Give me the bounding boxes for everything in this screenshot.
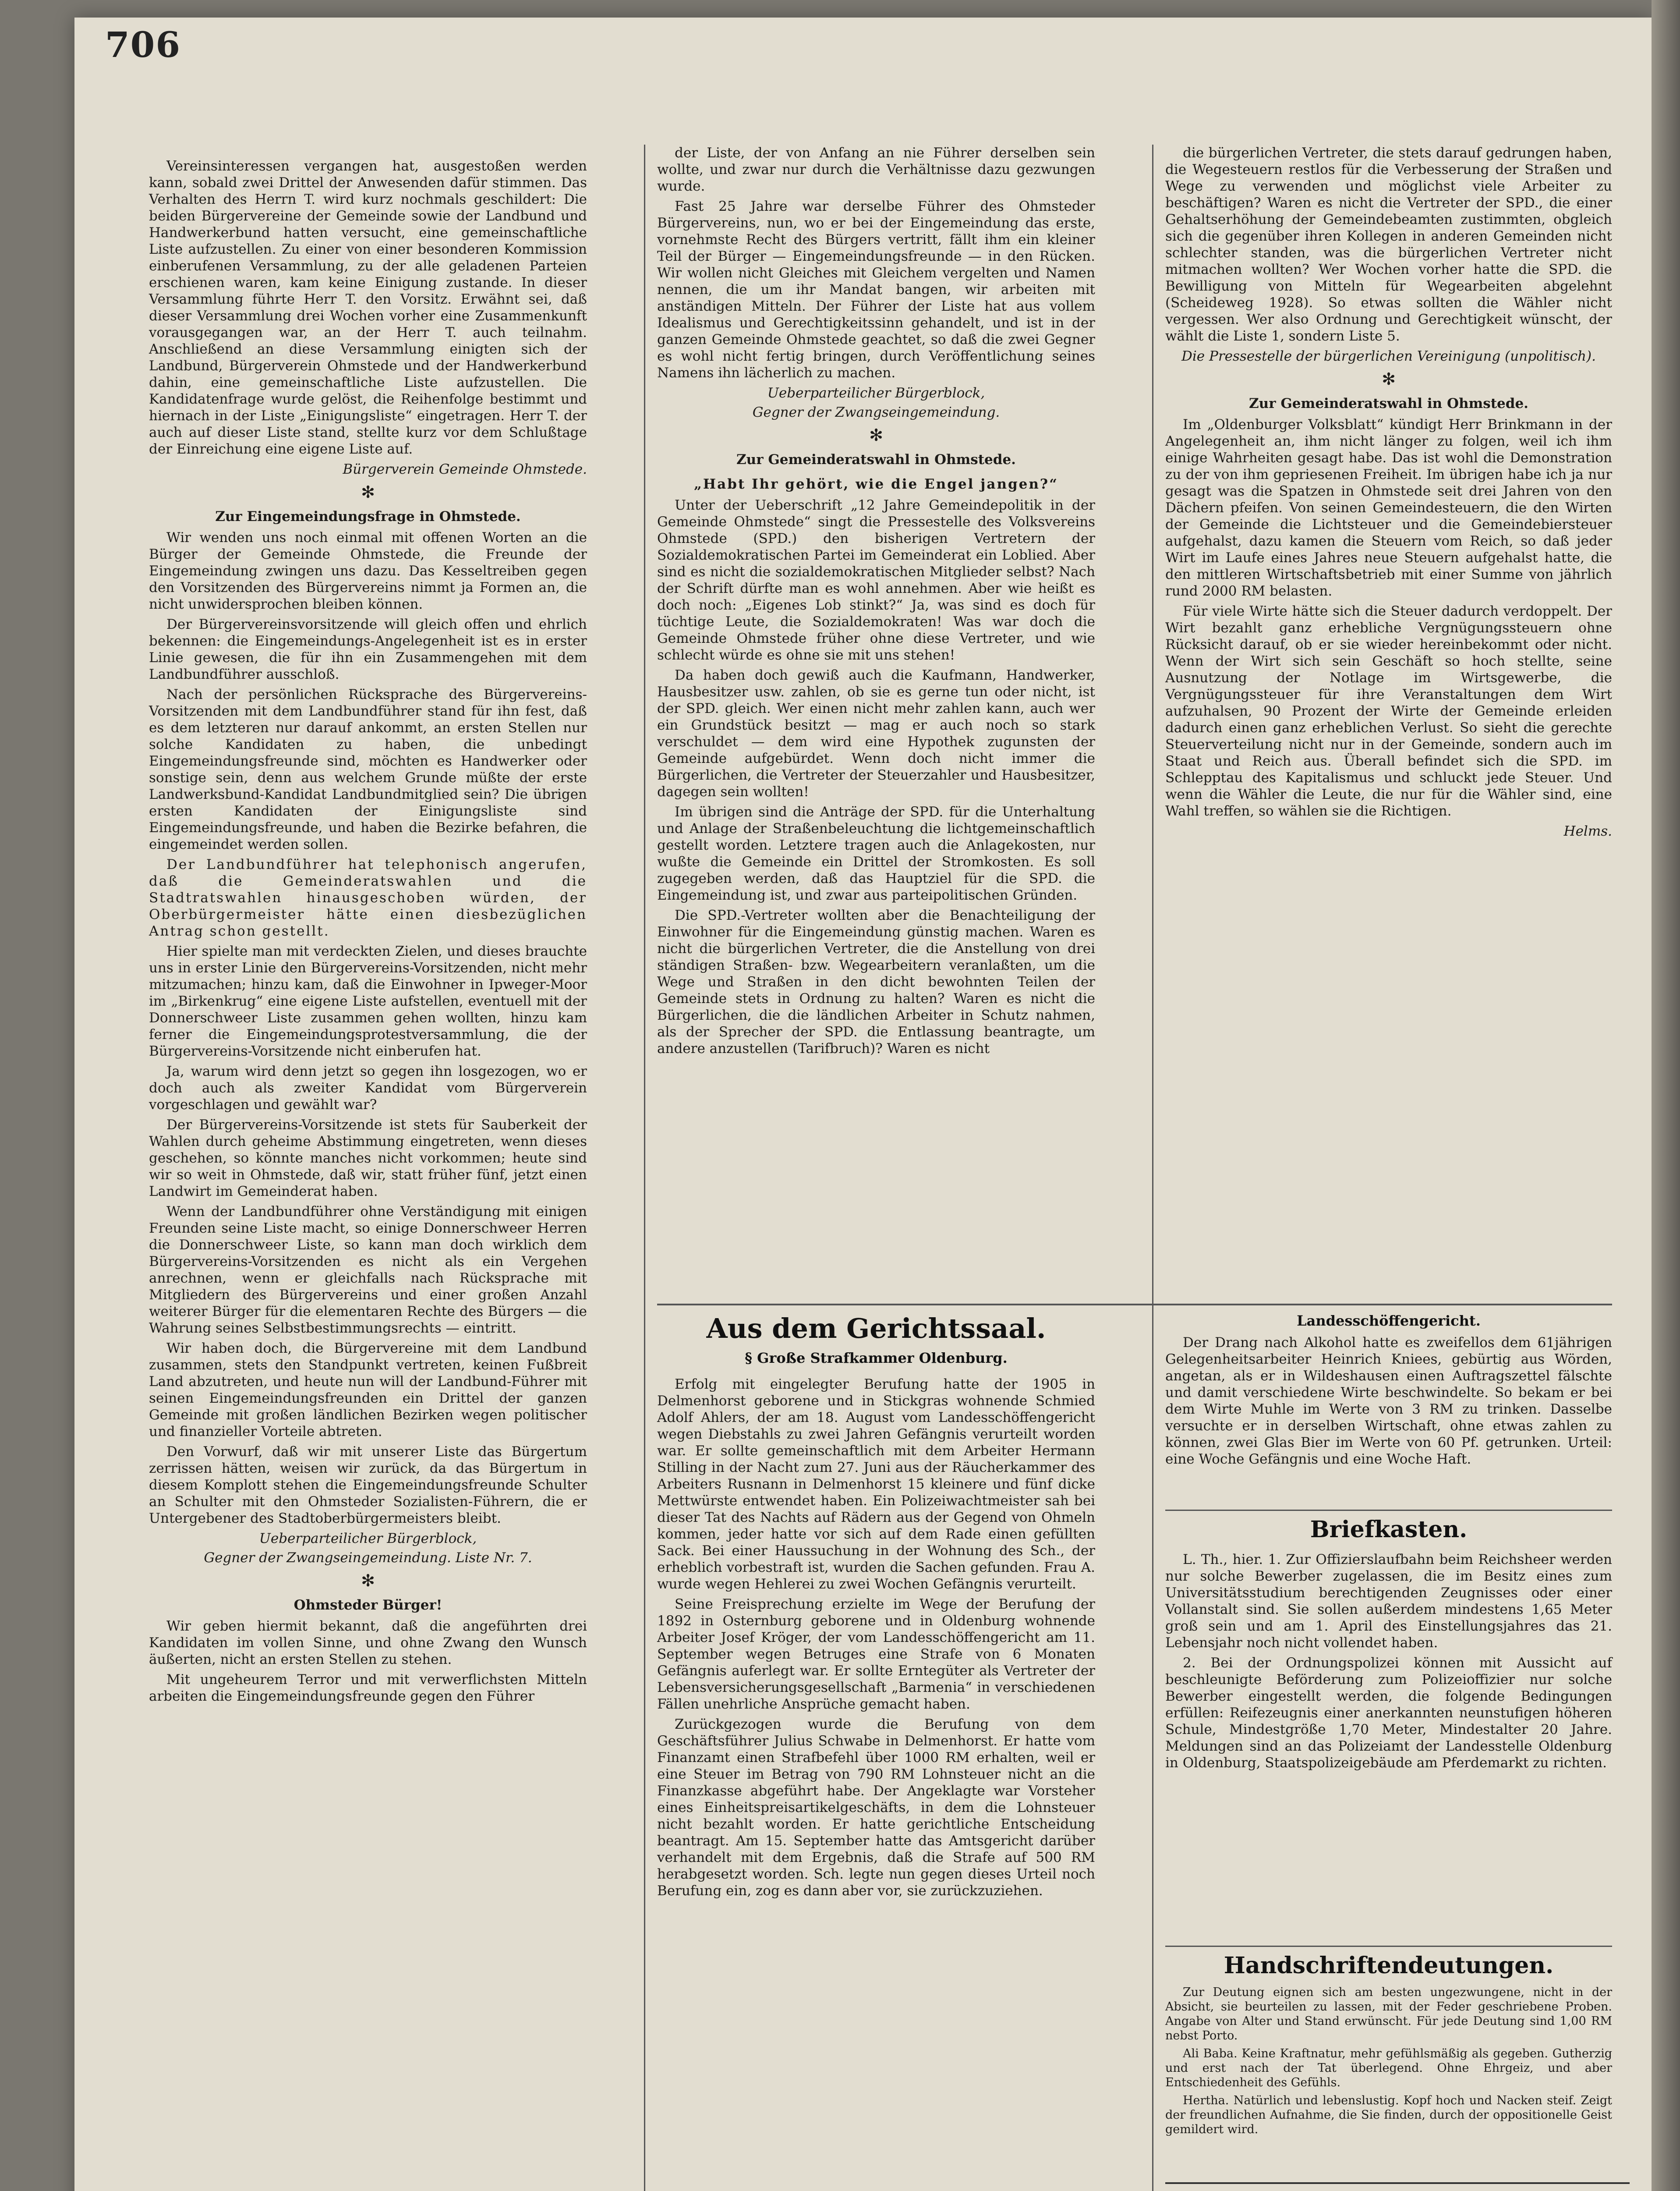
paragraph: Der Bürgervereinsvorsitzende will gleich offen und ehrlich bekennen: die Eingemeindungs-Angelegenheit ist es in erster Linie gewesen, die für ihn ein Zusammengehen mit dem Landbundführer ausschloß. xyxy=(149,617,587,682)
briefkasten-article xyxy=(1165,1551,1612,1775)
paragraph: Der Landbundführer hat telephonisch angerufen, daß die Gemeinderatswahlen und die Stadtratswahlen hinausgeschoben würden, der Oberbürgermeister hätte einen diesbezüglichen Antrag schon gestellt. xyxy=(149,857,587,939)
separator-star: ✻ xyxy=(869,425,883,445)
book-spine xyxy=(1652,0,1680,2191)
handwriting-article xyxy=(1165,1985,1612,2140)
paragraph: Zurückgezogen wurde die Berufung von dem Geschäftsführer Julius Schwabe in Delmenhorst. Er hatte vom Finanzamt einen Strafbefehl über 1000 RM erhalten, weil er eine Steuer im Betrag von 790 RM Lohnsteuer nicht an die Finanzkasse abgeführt habe. Der Angeklagte war Vorsteher eines Einheitspreisartikelgeschäfts, in dem die Lohnsteuer nicht bezahlt worden. Er hatte gerichtliche Entscheidung beantragt. Am 15. September hatte das Amtsgericht darüber verhandelt mit dem Ergebnis, daß die Strafe auf 500 RM herabgesetzt worden. Sch. legte nun gegen dieses Urteil noch Berufung ein, zog es dann aber vor, sie zurückzuziehen. xyxy=(657,1716,1095,1899)
signature: Gegner der Zwangseingemeindung. xyxy=(752,404,1000,420)
column-1 xyxy=(149,158,587,2191)
separator-star: ✻ xyxy=(361,1571,375,1590)
signature: Helms. xyxy=(1563,823,1612,839)
signature: Ueberparteilicher Bürgerblock, xyxy=(259,1531,477,1546)
column-rule xyxy=(1152,145,1153,2191)
paragraph: Der Bürgervereins-Vorsitzende ist stets für Sauberkeit der Wahlen durch geheime Abstimmung eingetreten, wenn dieses geschehen, so könnte manches nicht vorkommen; heute sind wir so weit in Ohmstede, daß wir, statt früher fünf, jetzt einen Landwirt im Gemeinderat haben. xyxy=(149,1117,587,1199)
paragraph: 2. Bei der Ordnungspolizei können mit Aussicht auf beschleunigte Beförderung zum Polizeioffizier nur solche Bewerber eingestellt werden, die folgende Bedingungen erfüllen: Reifezeugnis einer anerkannten neunstufigen höheren Schule, Mindestgröße 1,70 Meter, Mindestalter 20 Jahre. Meldungen sind an das Polizeiamt der Landesstelle Oldenburg in Oldenburg, Staatspolizeigebäude am Pferdemarkt zu richten. xyxy=(1165,1655,1612,1771)
article-heading: Zur Gemeinderatswahl in Ohmstede. xyxy=(736,452,1016,468)
signature: Die Pressestelle der bürgerlichen Vereinigung (unpolitisch). xyxy=(1181,348,1596,364)
signature: Gegner der Zwangseingemeindung. Liste Nr. 7. xyxy=(204,1550,532,1566)
paragraph: Den Vorwurf, daß wir mit unserer Liste das Bürgertum zerrissen hätten, weisen wir zurück, da das Bürgertum in diesem Komplott stehen die Eingemeindungsfreunde Schulter an Schulter mit den Ohmsteder Sozialisten-Führern, die er Untergebener des Stadtoberbürgermeisters bleibt. xyxy=(149,1444,587,1526)
paragraph: Wir wenden uns noch einmal mit offenen Worten an die Bürger der Gemeinde Ohmstede, die Freunde der Eingemeindung zwingen uns dazu. Das Kesseltreiben gegen den Vorsitzenden des Bürgervereins nimmt ja Formen an, die nicht unwidersprochen bleiben können. xyxy=(149,530,587,612)
paragraph: Mit ungeheurem Terror und mit verwerflichsten Mitteln arbeiten die Eingemeindungsfreunde gegen den Führer xyxy=(149,1672,587,1704)
paragraph: Für viele Wirte hätte sich die Steuer dadurch verdoppelt. Der Wirt bezahlt ganz erhebliche Vergnügungssteuern ohne Rücksicht darauf, ob er sie wieder hereinbekommt oder nicht. Wenn der Wirt sich sein Geschäft so hoch stellte, seine Ausnutzung der Notlage im Wirtsgewerbe, die Vergnügungssteuer für ihre Veranstaltungen dem Wirt aufzuhalsen, 90 Prozent der Wirte der Gemeinde erleiden dadurch einen ganz erheblichen Verlust. So sieht die gerechte Steuerverteilung nicht nur in der Gemeinde, sondern auch im Staat und Reich aus. Überall befindet sich die SPD. im Schlepptau des Kapitalismus und schluckt jede Steuer. Und wenn die Wähler die Leute, die nur für die Wähler sind, eine Wahl treffen, so wählen sie die Richtigen. xyxy=(1165,603,1612,819)
article-subheading: „Habt Ihr gehört, wie die Engel jangen?“ xyxy=(694,476,1058,492)
handwriting-title: Handschriftendeutungen. xyxy=(1224,1952,1554,1979)
briefkasten-title: Briefkasten. xyxy=(1310,1516,1468,1543)
signature: Ueberparteilicher Bürgerblock, xyxy=(767,385,985,401)
court-section-subtitle: § Große Strafkammer Oldenburg. xyxy=(745,1350,1008,1366)
paragraph: Im „Oldenburger Volksblatt“ kündigt Herr Brinkmann in der Angelegenheit an, ihm nicht länger zu folgen, weil ich ihm einige Wahrheiten gesagt habe. Das ist wohl die Demonstration zu der von ihm gepriesenen Freiheit. Im übrigen habe ich ja nur gesagt was die Spatzen in Ohmstede seit drei Jahren von den Dächern pfeifen. Von seinen Gemeindesteuern, die den Wirten der Gemeinde die Lichtsteuer und die Gemeindebiersteuer aufgehalst, dazu kamen die Steuern vom Reich, so daß jeder Wirt im Laufe eines Jahres neue Steuern aufgehalst hatte, die den mittleren Wirtschaftsbetrieb mit einer Summe von jährlich rund 2000 RM belasten. xyxy=(1165,417,1612,599)
paragraph: Ja, warum wird denn jetzt so gegen ihn losgezogen, wo er doch auch als zweiter Kandidat vom Bürgerverein vorgeschlagen und gewählt war? xyxy=(149,1064,587,1113)
paragraph: Ali Baba. Keine Kraftnatur, mehr gefühlsmäßig als gegeben. Gutherzig und erst nach der Tat überlegend. Ohne Ehrgeiz, und aber Entschiedenheit des Gefühls. xyxy=(1165,2047,1612,2089)
court-article xyxy=(657,1376,1095,1903)
court-section-title: Aus dem Gerichtssaal. xyxy=(706,1312,1046,1344)
paragraph: Im übrigen sind die Anträge der SPD. für die Unterhaltung und Anlage der Straßenbeleuchtung die lichtgemeinschaftlich gestellt worden. Letztere tragen auch die Anlagekosten, nur wußte die Gemeinde ein Drittel der Stromkosten. Es soll zugegeben werden, daß das Hauptziel für die SPD. die Eingemeindung ist, und zwar aus parteipolitischen Gründen. xyxy=(657,804,1095,903)
separator-star: ✻ xyxy=(1382,369,1396,389)
column-2 xyxy=(657,145,1095,1060)
paragraph: Erfolg mit eingelegter Berufung hatte der 1905 in Delmenhorst geborene und in Stickgras wohnende Schmied Adolf Ahlers, der am 18. August vom Landesschöffengericht wegen Diebstahls zu zwei Jahren Gefängnis verurteilt worden war. Er sollte gemeinschaftlich mit dem Arbeiter Hermann Stilling in der Nacht zum 27. Juni aus der Räucherkammer des Arbeiters Rusnann in Delmenhorst 15 kleinere und fünf dicke Mettwürste entwendet haben. Ein Polizeiwachtmeister sah bei dieser Tat des Nachts auf Rädern aus der Gegend von Ohmeln kommen, jeder hatte vor sich auf dem Rade einen gefüllten Sack. Bei einer Haussuchung in der Wohnung des Sch., der erheblich vorbestraft ist, wurden die Sachen gefunden. Frau A. wurde wegen Hehlerei zu zwei Wochen Gefängnis verurteilt. xyxy=(657,1376,1095,1592)
paragraph: der Liste, der von Anfang an nie Führer derselben sein wollte, und zwar nur durch die Verhältnisse dazu gezwungen wurde. xyxy=(657,145,1095,194)
column-rule xyxy=(644,145,645,2191)
paragraph: Seine Freisprechung erzielte im Wege der Berufung der 1892 in Osternburg geborene und in Oldenburg wohnende Arbeiter Josef Kröger, der vom Landesschöffengericht am 11. September wegen Betruges eine Strafe von 6 Monaten Gefängnis auferlegt war. Er sollte Erntegüter als Vertreter der Lebensversicherungsgesellschaft „Barmenia“ in verschiedenen Fällen unehrliche Ansprüche gemacht haben. xyxy=(657,1596,1095,1712)
article-heading: Ohmsteder Bürger! xyxy=(294,1597,442,1613)
section-rule xyxy=(1165,1510,1612,1511)
paragraph: Wenn der Landbundführer ohne Verständigung mit einigen Freunden seine Liste macht, so einige Donnerschweer Herren die Donnerschweer Liste, so kann man doch wirklich dem Bürgervereins-Vorsitzenden es nicht als ein Vergehen anrechnen, wenn er gleichfalls nach Rücksprache mit Mitgliedern des Bürgervereins und einer großen Anzahl weiterer Bürger für die elementaren Rechte des Bürgers — die Wahrung seines Selbstbestimmungsrechts — eintritt. xyxy=(149,1204,587,1336)
paragraph: Nach der persönlichen Rücksprache des Bürgervereins-Vorsitzenden mit dem Landbundführer stand für ihn fest, daß es dem letzteren nur darauf ankommt, an ersten Stellen nur solche Kandidaten zu haben, die unbedingt Eingemeindungsfreunde sind, möchten es Handwerker oder sonstige sein, denn aus welchem Grunde müßte der erste Landwerksbund-Kandidat Landbundmitglied sein? Die übrigen ersten Kandidaten der Einigungsliste sind Eingemeindungsfreunde, und haben die Bezirke befahren, die eingemeindet werden sollen. xyxy=(149,687,587,852)
paragraph: die bürgerlichen Vertreter, die stets darauf gedrungen haben, die Wegesteuern restlos für die Verbesserung der Straßen und Wege zu verwenden und möglichst viele Arbeiter zu beschäftigen? Waren es nicht die Vertreter der SPD., die einer Gehaltserhöhung der Gemeindebeamten zustimmten, obgleich sich die gegenüber ihren Kollegen in anderen Gemeinden nicht schlechter standen, was die bürgerlichen Vertreter nicht mitmachen wollten? Wer Wochen vorher hatte die SPD. die Bewilligung von Mitteln für Wegearbeiten abgelehnt (Scheideweg 1928). So etwas sollten die Wähler nicht vergessen. Wer also Ordnung und Gerechtigkeit wünscht, der wählt die Liste 1, sondern Liste 5. xyxy=(1165,145,1612,344)
article-heading: Zur Eingemeindungsfrage in Ohmstede. xyxy=(215,509,521,525)
section-rule xyxy=(657,1304,1612,1305)
paragraph: Fast 25 Jahre war derselbe Führer des Ohmsteder Bürgervereins, nun, wo er bei der Eingemeindung das erste, vornehmste Recht des Bürgers vertritt, fällt ihm ein kleiner Teil der Bürger — Eingemeindungsfreunde — in den Rücken. Wir wollen nicht Gleiches mit Gleichem vergelten und Namen nennen, die um ihr Mandat bangen, wir arbeiten mit anständigen Mitteln. Der Führer der Liste hat aus vollem Idealismus und Gerechtigkeitssinn gehandelt, und ist in der ganzen Gemeinde Ohmstede geachtet, so daß die zwei Gegner es wohl nicht fertig bringen, durch Veröffentlichung seines Namens ihn lächerlich zu machen. xyxy=(657,199,1095,381)
paragraph: Wir haben doch, die Bürgervereine mit dem Landbund zusammen, stets den Standpunkt vertreten, keinen Fußbreit Land abzutreten, und heute nun will der Landbund-Führer mit seinen Eingemeindungsfreunden ein Drittel der ganzen Gemeinde mit großen ländlichen Bezirken wegen politischer und finanzieller Vorteile abtreten. xyxy=(149,1340,587,1439)
paragraph: Der Drang nach Alkohol hatte es zweifellos dem 61jährigen Gelegenheitsarbeiter Heinrich Kniees, gebürtig aus Wörden, angetan, als er in Wildeshausen einen Auftragszettel fälschte und damit verschiedene Wirte beschwindelte. So bekam er bei dem Wirte Muhle im Werte von 3 RM zu trinken. Dasselbe versuchte er in derselben Wirtschaft, ohne etwas zahlen zu können, zwei Glas Bier im Werte von 60 Pf. getrunken. Urteil: eine Woche Gefängnis und eine Woche Haft. xyxy=(1165,1335,1612,1467)
paragraph: Die SPD.-Vertreter wollten aber die Benachteiligung der Einwohner für die Eingemeindung günstig machen. Waren es nicht die bürgerlichen Vertreter, die die Anstellung von drei ständigen Straßen- bzw. Wegearbeitern veranlaßten, um die Wege und Straßen in den dicht bewohnten Teilen der Gemeinde stets in Ordnung zu halten? Waren es nicht die Bürgerlichen, die die ländlichen Arbeiter in Schutz nahmen, als der Sprecher der SPD. die Entlassung beantragte, um andere anzustellen (Tarifbruch)? Waren es nicht xyxy=(657,908,1095,1057)
page-number: 706 xyxy=(105,24,181,65)
paragraph: Vereinsinteressen vergangen hat, ausgestoßen werden kann, sobald zwei Drittel der Anwesenden dafür stimmen. Das Verhalten des Herrn T. wird kurz nochmals geschildert: Die beiden Bürgervereine der Gemeinde sowie der Landbund und Handwerkerbund hatten versucht, eine gemeinschaftliche Liste aufzustellen. Zu einer von einer besonderen Kommission einberufenen Versammlung, zu der alle geladenen Parteien erschienen waren, kam keine Einigung zustande. In dieser Versammlung führte Herr T. den Vorsitz. Erwähnt sei, daß dieser Versammlung drei Wochen vorher eine Zusammenkunft vorausgegangen war, an der Herr T. auch teilnahm. Anschließend an diese Versammlung einigten sich der Landbund, Bürgerverein Ohmstede und der Handwerkerbund dahin, eine gemeinschaftliche Liste aufzustellen. Die Kandidatenfrage wurde gelöst, die Reihenfolge bestimmt und hiernach in der Liste „Einigungsliste“ eingetragen. Herr T. der auch auf dieser Liste stand, stellte kurz vor dem Schlußtage der Einreichung eine eigene Liste auf. xyxy=(149,158,587,457)
schoeffen-title: Landesschöffengericht. xyxy=(1297,1312,1481,1329)
paragraph: Wir geben hiermit bekannt, daß die angeführten drei Kandidaten im vollen Sinne, und ohne Zwang den Wunsch äußerten, nicht an ersten Stellen zu stehen. xyxy=(149,1618,587,1667)
section-rule xyxy=(1165,1946,1612,1947)
article-heading: Zur Gemeinderatswahl in Ohmstede. xyxy=(1249,396,1528,411)
paragraph: Hier spielte man mit verdeckten Zielen, und dieses brauchte uns in erster Linie den Bürgervereins-Vorsitzenden, nicht mehr mitzumachen; hinzu kam, daß die Einwohner in Ipweger-Moor im „Birkenkrug“ eine eigene Liste aufstellen, eventuell mit der Donnerschweer Liste zusammen gehen wollten, hinzu kam ferner die Eingemeindungsprotestversammlung, die der Bürgervereins-Vorsitzende nicht einberufen hat. xyxy=(149,943,587,1059)
paragraph: Unter der Ueberschrift „12 Jahre Gemeindepolitik in der Gemeinde Ohmstede“ singt die Pressestelle des Volksvereins Ohmstede (SPD.) den bisherigen Vertretern der Sozialdemokratischen Partei im Gemeinderat ein Loblied. Aber sind es nicht die sozialdemokratischen Mitglieder selbst? Nach der Schrift dürfte man es wohl annehmen. Aber wie heißt es doch noch: „Eigenes Lob stinkt?“ Ja, was sind es doch für tüchtige Leute, die Sozialdemokraten! Was war doch die Gemeinde Ohmstede früher ohne diese Vertreter, und wie schlecht würde es ohne sie mit uns stehen! xyxy=(657,497,1095,663)
paragraph: Da haben doch gewiß auch die Kaufmann, Handwerker, Hausbesitzer usw. zahlen, ob sie es gerne tun oder nicht, ist der SPD. gleich. Wer einen nicht mehr zahlen kann, auch wer ein Grundstück besitzt — mag er auch noch so stark verschuldet — dem wird eine Hypothek zugunsten der Gemeinde aufgebürdet. Wenn doch nicht immer die Bürgerlichen, die Vertreter der Steuerzahler und Hausbesitzer, dagegen sein wollten! xyxy=(657,667,1095,800)
paragraph: Hertha. Natürlich und lebenslustig. Kopf hoch und Nacken steif. Zeigt der freundlichen Aufnahme, die Sie finden, durch der oppositionelle Geist gemildert wird. xyxy=(1165,2094,1612,2136)
separator-star: ✻ xyxy=(361,482,375,502)
schoeffen-article xyxy=(1165,1334,1612,1471)
paragraph: L. Th., hier. 1. Zur Offizierslaufbahn beim Reichsheer werden nur solche Bewerber zugelassen, die im Besitz eines zum Universitätsstudium berechtigenden Zeugnisses oder einer Vollanstalt sind. Sie sollen außerdem mindestens 1,65 Meter groß sein und am 1. April des Einstellungsjahres das 21. Lebensjahr noch nicht vollendet haben. xyxy=(1165,1552,1612,1651)
column-3 xyxy=(1165,145,1612,842)
radio-advertisement xyxy=(1165,2182,1630,2191)
intro: Zur Deutung eignen sich am besten ungezwungene, nicht in der Absicht, sie beurteilen zu lassen, mit der Feder geschriebene Proben. Angabe von Alter und Stand erwünscht. Für jede Deutung sind 1,00 RM nebst Porto. xyxy=(1165,1985,1612,2042)
signature: Bürgerverein Gemeinde Ohmstede. xyxy=(343,461,587,477)
